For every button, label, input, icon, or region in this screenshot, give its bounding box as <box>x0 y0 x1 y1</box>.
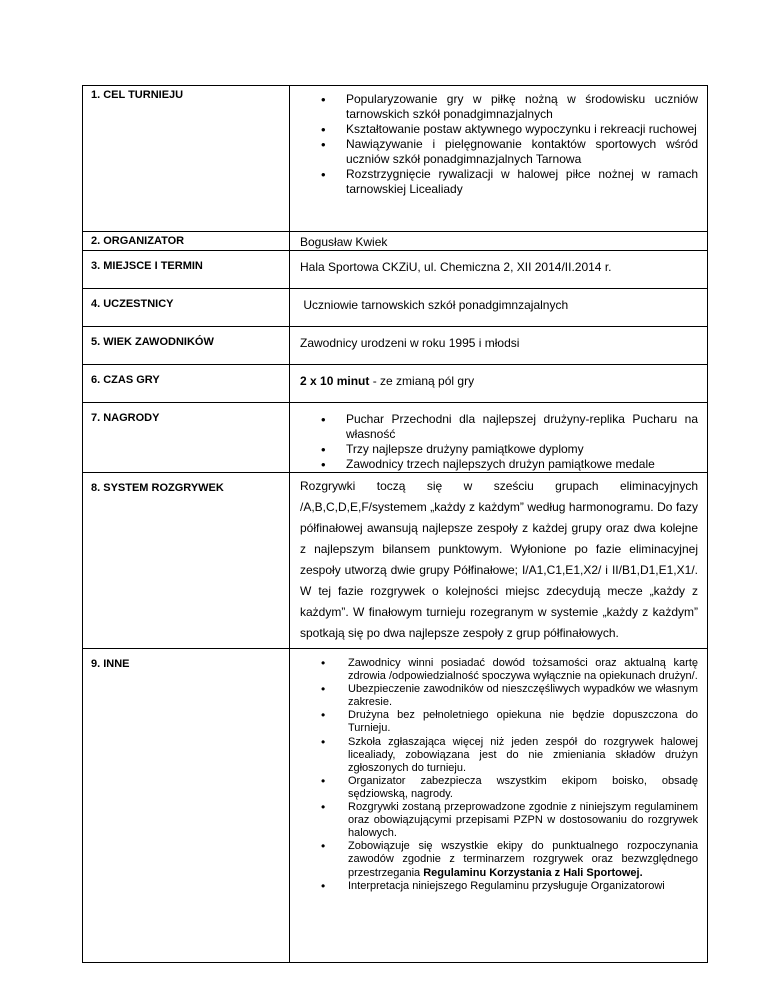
label-miejsce: 3. MIEJSCE I TERMIN <box>83 251 290 289</box>
list-item: • Zawodnicy trzech najlepszych drużyn pamiątkowe medale <box>346 457 698 472</box>
list-item: • Rozgrywki zostaną przeprowadzone zgodnie z niniejszym regulaminem oraz obowiązującymi przepisami PZPN w dostosowaniu do rozgrywek halowych. <box>348 801 698 840</box>
row-system <box>83 473 708 649</box>
list-item: • Trzy najlepsze drużyny pamiątkowe dyplomy <box>346 442 698 457</box>
label-organizator: 2. ORGANIZATOR <box>83 232 290 251</box>
row-cel <box>83 86 708 232</box>
list-item: • Zawodnicy winni posiadać dowód tożsamości oraz aktualną kartę zdrowia /odpowiedzialność spoczywa wyłącznie na opiekunach drużyn/. <box>348 657 698 683</box>
value-uczestnicy <box>290 289 708 327</box>
label-cel: 1. CEL TURNIEJU <box>83 86 290 232</box>
regulations-table <box>82 85 708 963</box>
system-text: Rozgrywki toczą się w sześciu grupach eliminacyjnych /A,B,C,D,E,F/systemem „każdy z każdym” według harmonogramu. Do fazy półfinałowej awansują najlepsze zespoły z każdej grupy oraz dwa kolejne z najlepszym bilansem punktowym. Wyłonione po fazie eliminacyjnej zespoły utworzą dwie grupy Półfinałowe; I/A1,C1,E1,X2/ i II/B1,D1,E1,X1/. W tej fazie rozgrywek o kolejności miejsc zdecydują mecze „każdy z każdym”. W finałowym turnieju rozegranym w systemie „każdy z każdym” spotkają się po dwa najlepsze zespoły z grup półfinałowych. <box>300 479 698 640</box>
list-item: • Drużyna bez pełnoletniego opiekuna nie będzie dopuszczona do Turnieju. <box>348 709 698 735</box>
list-item: • Interpretacja niniejszego Regulaminu przysługuje Organizatorowi <box>348 880 698 893</box>
label-inne: 9. INNE <box>83 649 290 963</box>
row-inne <box>83 649 708 963</box>
uczestnicy-text: Uczniowie tarnowskich szkół ponadgimnzajalnych <box>303 298 569 312</box>
list-item: • Nawiązywanie i pielęgnowanie kontaktów sportowych wśród uczniów szkół ponadgimnazjalnych Tarnowa <box>346 137 698 167</box>
label-system: 8. SYSTEM ROZGRYWEK <box>83 473 290 649</box>
cel-list <box>300 92 698 197</box>
czas-rest: - ze zmianą pól gry <box>369 374 475 388</box>
value-nagrody <box>290 403 708 473</box>
value-organizator: Bogusław Kwiek <box>290 232 708 251</box>
value-system <box>290 473 708 649</box>
list-item: • Organizator zabezpiecza wszystkim ekipom boisko, obsadę sędziowską, nagrody. <box>348 775 698 801</box>
row-miejsce <box>83 251 708 289</box>
row-wiek <box>83 327 708 365</box>
list-item: • Ubezpieczenie zawodników od nieszczęśliwych wypadków we własnym zakresie. <box>348 683 698 709</box>
row-uczestnicy <box>83 289 708 327</box>
inne-list <box>300 657 698 893</box>
inne-item7-text: Zobowiązuje się wszystkie ekipy do punktualnego rozpoczynania zawodów zgodnie z terminarzem rozgrywek oraz bezwzględnego przestrzegania <box>348 840 698 879</box>
value-miejsce: Hala Sportowa CKZiU, ul. Chemiczna 2, XII 2014/II.2014 r. <box>290 251 708 289</box>
list-item <box>348 840 698 879</box>
label-wiek: 5. WIEK ZAWODNIKÓW <box>83 327 290 365</box>
nagrody-list <box>300 412 698 472</box>
list-item: • Popularyzowanie gry w piłkę nożną w środowisku uczniów tarnowskich szkół ponadgimnazjalnych <box>346 92 698 122</box>
row-organizator <box>83 232 708 251</box>
label-nagrody: 7. NAGRODY <box>83 403 290 473</box>
value-czas <box>290 365 708 403</box>
value-wiek: Zawodnicy urodzeni w roku 1995 i młodsi <box>290 327 708 365</box>
list-item: • Kształtowanie postaw aktywnego wypoczynku i rekreacji ruchowej <box>346 122 698 137</box>
list-item: • Puchar Przechodni dla najlepszej drużyny-replika Pucharu na własność <box>346 412 698 442</box>
label-uczestnicy: 4. UCZESTNICY <box>83 289 290 327</box>
row-czas <box>83 365 708 403</box>
label-czas: 6. CZAS GRY <box>83 365 290 403</box>
list-item: • Szkoła zgłaszająca więcej niż jeden zespół do rozgrywek halowej licealiady, zobowiązana jest do nie zmieniania składów drużyn zgłoszonych do turnieju. <box>348 736 698 775</box>
inne-item7-bold: Regulaminu Korzystania z Hali Sportowej. <box>423 866 643 879</box>
row-nagrody <box>83 403 708 473</box>
list-item: • Rozstrzygnięcie rywalizacji w halowej piłce nożnej w ramach tarnowskiej Licealiady <box>346 167 698 197</box>
value-cel <box>290 86 708 232</box>
value-inne <box>290 649 708 963</box>
czas-bold: 2 x 10 minut <box>300 374 370 388</box>
